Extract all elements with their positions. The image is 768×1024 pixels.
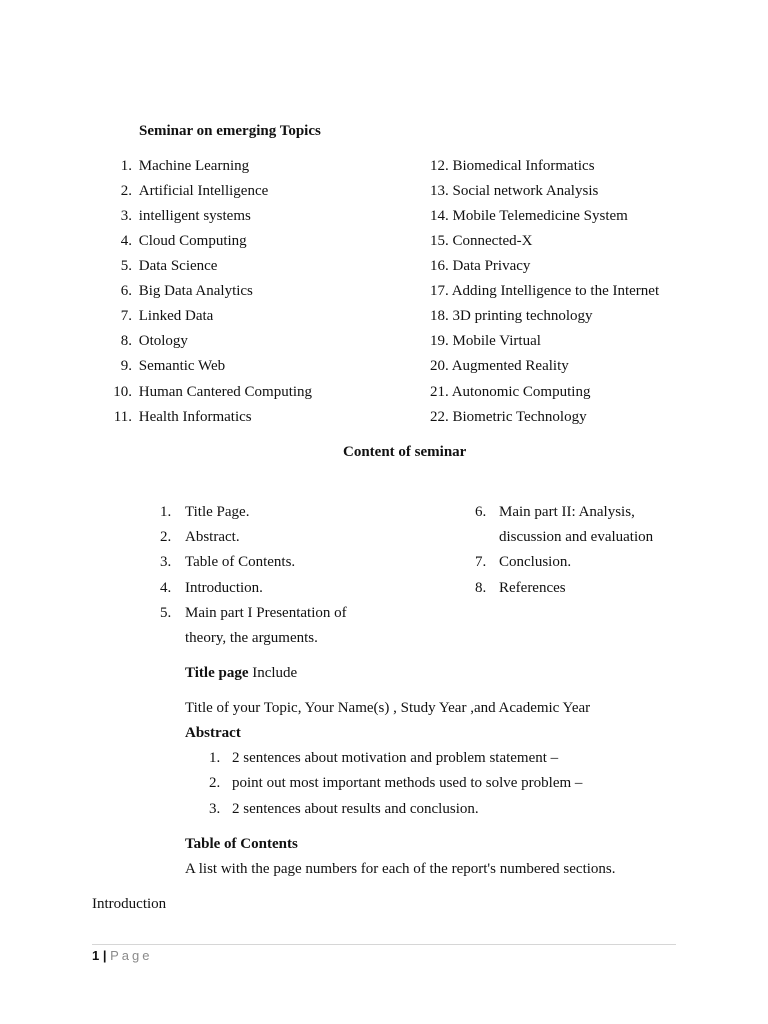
- list-item-text: Abstract.: [185, 529, 240, 545]
- list-item: [160, 552, 171, 572]
- list-item: [430, 407, 587, 427]
- list-item: [110, 231, 247, 251]
- list-item-text: Adding Intelligence to the Internet: [451, 283, 660, 299]
- list-item-number: 16.: [430, 258, 449, 274]
- list-item: [160, 527, 171, 547]
- list-item-text: Title Page.: [185, 504, 250, 520]
- list-item-text: Artificial Intelligence: [138, 183, 269, 199]
- list-item: [430, 306, 592, 326]
- list-item-number: 8.: [475, 580, 487, 596]
- list-item: [430, 356, 569, 376]
- list-item: [430, 206, 628, 226]
- page-footer: [92, 947, 153, 965]
- list-item-text: 2 sentences about motivation and problem statement –: [232, 750, 559, 766]
- list-item-number: 4.: [120, 233, 132, 249]
- list-item-number: 6.: [475, 504, 487, 520]
- list-item-number: 3.: [160, 554, 172, 570]
- list-item: [110, 206, 251, 226]
- list-item-text: Augmented Reality: [451, 358, 569, 374]
- list-item-text: 3D printing technology: [452, 308, 593, 324]
- list-item-text: Main part I Presentation of: [185, 605, 347, 621]
- list-item-number: 19.: [430, 333, 449, 349]
- page-number: 1: [92, 948, 100, 963]
- list-item-text: Mobile Telemedicine System: [452, 208, 628, 224]
- list-item: [475, 502, 486, 522]
- list-item-text: Autonomic Computing: [451, 384, 591, 400]
- list-item: [110, 331, 188, 351]
- list-item: [209, 773, 220, 793]
- list-item-text: Semantic Web: [138, 358, 226, 374]
- list-item-number: 5.: [120, 258, 132, 274]
- list-item-text: Cloud Computing: [138, 233, 247, 249]
- list-item-number: 7.: [120, 308, 132, 324]
- list-item: [475, 578, 486, 598]
- list-item-number: 6.: [120, 283, 132, 299]
- list-item-number: 22.: [430, 409, 449, 425]
- list-item-number: 14.: [430, 208, 449, 224]
- title-page-suffix: Include: [248, 665, 298, 681]
- list-item: [430, 231, 532, 251]
- list-item: [110, 156, 249, 176]
- list-item-number: 5.: [160, 605, 172, 621]
- list-item-number: 8.: [120, 333, 132, 349]
- list-item-number: 18.: [430, 308, 449, 324]
- list-item-text: Connected-X: [452, 233, 533, 249]
- list-item: [110, 181, 268, 201]
- list-item: [430, 256, 530, 276]
- list-item: [209, 748, 220, 768]
- list-item-number: 3.: [209, 801, 221, 817]
- list-item-number: 21.: [430, 384, 449, 400]
- list-item-text: Table of Contents.: [185, 554, 296, 570]
- seminar-heading: Seminar on emerging Topics: [139, 123, 321, 139]
- abstract-heading: Abstract: [185, 725, 241, 741]
- list-item-text: 2 sentences about results and conclusion.: [232, 801, 479, 817]
- introduction-heading: Introduction: [92, 896, 167, 912]
- list-item-number: 3.: [120, 208, 132, 224]
- list-item-number: 10.: [113, 384, 132, 400]
- list-item-number: 7.: [475, 554, 487, 570]
- list-item-text: Human Cantered Computing: [138, 384, 313, 400]
- list-item-text: Conclusion.: [499, 554, 572, 570]
- footer-separator: |: [102, 948, 107, 963]
- list-item-text: Main part II: Analysis,: [499, 504, 635, 520]
- list-item-number: 2.: [209, 775, 221, 791]
- toc-text: A list with the page numbers for each of the report's numbered sections.: [185, 861, 616, 877]
- list-item-text: Biometric Technology: [452, 409, 587, 425]
- list-item-text: Machine Learning: [138, 158, 250, 174]
- list-item: [160, 578, 171, 598]
- list-item-number: 15.: [430, 233, 449, 249]
- list-item-number: 2.: [160, 529, 172, 545]
- list-item-number: 9.: [120, 358, 132, 374]
- list-item-number: 13.: [430, 183, 449, 199]
- footer-divider: [92, 944, 676, 945]
- list-item-text: References: [499, 580, 566, 596]
- list-item: [209, 799, 220, 819]
- title-page-paragraph: [185, 663, 297, 683]
- list-item-number: 1.: [209, 750, 221, 766]
- list-item: [110, 256, 217, 276]
- content-heading: Content of seminar: [343, 444, 467, 460]
- list-item-number: 4.: [160, 580, 172, 596]
- list-item-text: intelligent systems: [138, 208, 251, 224]
- list-item: [430, 382, 590, 402]
- list-item-number: 1.: [120, 158, 132, 174]
- list-item-number: 12.: [430, 158, 449, 174]
- list-item-number: 11.: [113, 409, 132, 425]
- list-item-number: 17.: [430, 283, 449, 299]
- list-item-text: Big Data Analytics: [138, 283, 253, 299]
- list-item-number: 1.: [160, 504, 172, 520]
- list-item: [430, 181, 598, 201]
- title-page-label: Title page: [185, 665, 249, 681]
- list-item: [160, 502, 171, 522]
- list-item: [110, 356, 225, 376]
- list-item: [430, 156, 595, 176]
- list-item: [110, 407, 252, 427]
- list-item-text: point out most important methods used to solve problem –: [232, 775, 583, 791]
- title-page-details: Title of your Topic, Your Name(s) , Study Year ,and Academic Year: [185, 700, 591, 716]
- list-item: [430, 281, 659, 301]
- list-item-text: theory, the arguments.: [185, 630, 318, 646]
- page-word: Page: [110, 948, 153, 963]
- list-item: [110, 306, 213, 326]
- list-item-text: Linked Data: [138, 308, 214, 324]
- list-item: [110, 281, 253, 301]
- list-item-text: Data Science: [138, 258, 218, 274]
- list-item-text: discussion and evaluation: [499, 529, 654, 545]
- list-item-number: 20.: [430, 358, 449, 374]
- list-item: [110, 382, 312, 402]
- list-item-text: Data Privacy: [452, 258, 531, 274]
- list-item: [475, 552, 486, 572]
- list-item-text: Social network Analysis: [452, 183, 599, 199]
- list-item: [160, 603, 171, 623]
- list-item-text: Biomedical Informatics: [452, 158, 595, 174]
- list-item-number: 2.: [120, 183, 132, 199]
- list-item-text: Otology: [138, 333, 188, 349]
- toc-heading: Table of Contents: [185, 836, 298, 852]
- list-item-text: Mobile Virtual: [452, 333, 541, 349]
- list-item-text: Health Informatics: [138, 409, 252, 425]
- list-item-text: Introduction.: [185, 580, 263, 596]
- list-item: [430, 331, 541, 351]
